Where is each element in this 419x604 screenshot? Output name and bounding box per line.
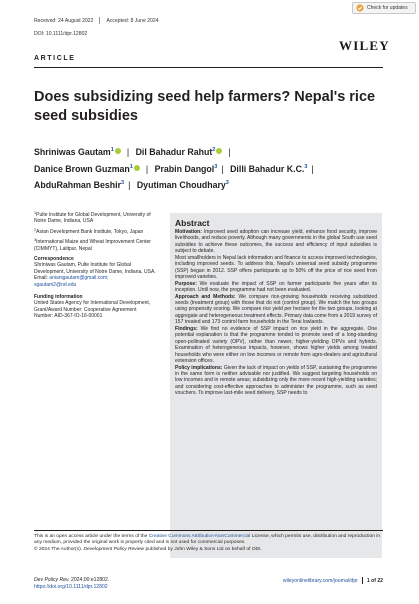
affiliation	[34, 239, 156, 252]
header-rule	[34, 67, 383, 68]
orcid-icon[interactable]	[115, 148, 121, 154]
affiliation-number: 1	[34, 211, 37, 215]
author-affiliation-ref[interactable]: 3	[225, 180, 229, 186]
check-for-updates-button[interactable]	[352, 2, 416, 14]
section-label: Motivation:	[175, 229, 202, 235]
affiliation-text: International Maize and Wheat Improvement Center (CIMMYT), Lalitpur, Nepal	[34, 239, 151, 252]
correspondence-email	[34, 275, 156, 288]
author-affiliation-ref[interactable]: 2	[212, 147, 216, 153]
affiliation	[34, 229, 156, 235]
affiliation-number: 3	[34, 238, 37, 243]
author-name[interactable]: Dilli Bahadur K.C.	[230, 163, 305, 174]
funding-text: United States Agency for International Development, Grant/Award Number: Cooperative Agreement Number: AID-367-IO-16-00001	[34, 300, 151, 320]
author-separator: |	[126, 147, 130, 157]
author-name[interactable]: Prabin Dangol	[154, 163, 215, 174]
doi-header: DOI: 10.1111/dpr.12802	[34, 31, 88, 37]
page-footer-right	[283, 577, 383, 584]
front-matter-sidebar	[34, 212, 156, 320]
section-label: Policy implications:	[175, 364, 223, 371]
funding-heading: Funding information	[34, 294, 83, 301]
author-list	[34, 144, 383, 194]
accepted-date: Accepted: 8 June 2024	[106, 17, 159, 24]
author-separator: |	[311, 163, 314, 174]
section-label: Approach and Methods:	[175, 293, 236, 300]
correspondence-heading: Correspondence	[34, 256, 74, 263]
citation-footer	[34, 577, 109, 592]
abstract-purpose	[175, 281, 377, 294]
license-statement	[34, 534, 383, 553]
author-separator: |	[221, 163, 224, 174]
copyright-text: © 2024 The Author(s).	[34, 546, 83, 552]
article-title: Does subsidizing seed help farmers? Nepal's rice seed subsidies	[34, 89, 376, 124]
abstract-context: Most smallholders in Nepal lack information and finance to access improved technologies, including improved seeds. To address this, Nepal's universal seed subsidy programme (SSP) began in 2012. SSP offers participants up to 50% off the price of rice seed from improved varieties.	[175, 254, 377, 281]
section-label: Purpose:	[175, 280, 197, 287]
section-text: Improved seed adoption can increase yield, enhance food security, improve livelihoods, and reduce poverty. Although many governments in the global South use seed subsidies to achieve these outcomes, the success and efficiency of input subsidies is subject to debate.	[175, 229, 377, 255]
journal-url-link[interactable]: wileyonlinelibrary.com/journal/dpr	[282, 577, 358, 584]
affiliation-text: Asian Development Bank Institute, Tokyo, Japan	[36, 228, 144, 235]
citation-journal: Dev Policy Rev.	[34, 577, 70, 583]
author-name[interactable]: Danice Brown Guzman	[34, 163, 130, 174]
doi-link[interactable]: https://doi.org/10.1111/dpr.12802	[34, 584, 108, 591]
author-affiliation-ref[interactable]: 3	[214, 163, 218, 170]
copyright-text: published by John Wiley & Sons Ltd on behalf of ODI.	[145, 546, 262, 552]
page-number: 1 of 22	[366, 577, 383, 584]
orcid-icon[interactable]	[134, 165, 140, 171]
license-text: This is an open access article under the terms of the	[34, 534, 148, 539]
section-text: We compare rice-growing households receiving subsidized seeds (treatment group) with those that do not (control group). We match the two groups using propensity scoring. We compare rice yield per hectare for the two groups, looking at aggregate and heterogeneous treatment effects. Primary data come from a 2019 survey of 157 treated and 173 control farm households in the Terai lowlands.	[175, 293, 378, 326]
author-separator: |	[228, 147, 231, 157]
abstract-approach	[175, 294, 377, 326]
abstract-box	[170, 213, 382, 558]
author-name[interactable]: Dyutiman Choudhary	[136, 180, 226, 190]
check-updates-label: Check for updates	[367, 5, 408, 11]
abstract-findings	[175, 326, 377, 365]
abstract-policy	[175, 365, 377, 397]
section-text: We evaluate the impact of SSP on farmer participants five years after its inception. Until now, the programme had not been evaluated.	[175, 280, 377, 294]
abstract-motivation	[175, 229, 377, 255]
publisher-logo: WILEY	[339, 38, 390, 53]
journal-name: Development Policy Review	[83, 546, 145, 552]
author-name[interactable]: Shriniwas Gautam	[34, 147, 111, 157]
citation-details: 2024;00:e12802.	[71, 577, 110, 583]
check-updates-icon	[356, 4, 364, 12]
divider	[362, 577, 363, 584]
email-label: Email:	[34, 275, 48, 282]
author-separator: |	[128, 180, 131, 190]
license-text: License, which permits use, distribution and reproduction in any medium, provided the original work is properly cited and is not used for commercial purposes.	[34, 534, 381, 546]
license-link[interactable]: Creative Commons Attribution-NonCommercial	[148, 534, 251, 539]
email-link[interactable]: anianigautam@gmail.com;	[49, 275, 109, 282]
section-text: We find no evidence of SSP impact on rice yield in the aggregate. One potential explanation is that the programme tended to promote seed of a long-standing open-pollinated variety (OPV), rather than newer, higher-yielding OPVs and hybrids. Examination of heterogeneous impacts, however, shows higher yields among treated households who were either on low incomes or remote from agro-dealers and agricultural extension offices.	[175, 325, 377, 365]
author-separator: |	[145, 163, 149, 174]
author-name[interactable]: Dil Bahadur Rahut	[135, 147, 213, 157]
email-link[interactable]: sgautam2@nd.edu	[34, 281, 77, 288]
footer-rule	[34, 530, 383, 531]
author-affiliation-ref[interactable]: 3	[304, 163, 308, 170]
author-affiliation-ref[interactable]: 1	[110, 147, 114, 153]
affiliation-text: Pulte Institute for Global Development, University of Notre Dame, Indiana, USA	[34, 212, 151, 225]
received-date: Received: 24 August 2022	[34, 17, 94, 24]
section-label: Findings:	[175, 325, 198, 332]
article-type: ARTICLE	[34, 55, 76, 62]
section-text: Given the lack of impact on yields of SSP, sustaining the programme in the same form is neither advisable nor justified. We suggest targeting households on low incomes and in remote areas; subsidizing only the more recent high-yielding varieties; and considering cost-effective approaches to administer the programme, such as seed vouchers. To improve last-mile seed delivery, SSP needs to	[175, 364, 377, 397]
divider	[99, 17, 100, 24]
orcid-icon[interactable]	[216, 148, 222, 154]
affiliation-number: 2	[34, 227, 37, 232]
author-name[interactable]: AbduRahman Beshir	[34, 180, 122, 190]
dates-bar	[34, 17, 159, 24]
abstract-heading: Abstract	[175, 218, 210, 228]
author-affiliation-ref[interactable]: 3	[121, 180, 125, 186]
affiliation	[34, 212, 156, 225]
correspondence-text: Shriniwas Gautam, Pulte Institute for Global Development, University of Notre Dame, Indiana, USA.	[34, 262, 156, 275]
author-affiliation-ref[interactable]: 1	[129, 163, 133, 170]
